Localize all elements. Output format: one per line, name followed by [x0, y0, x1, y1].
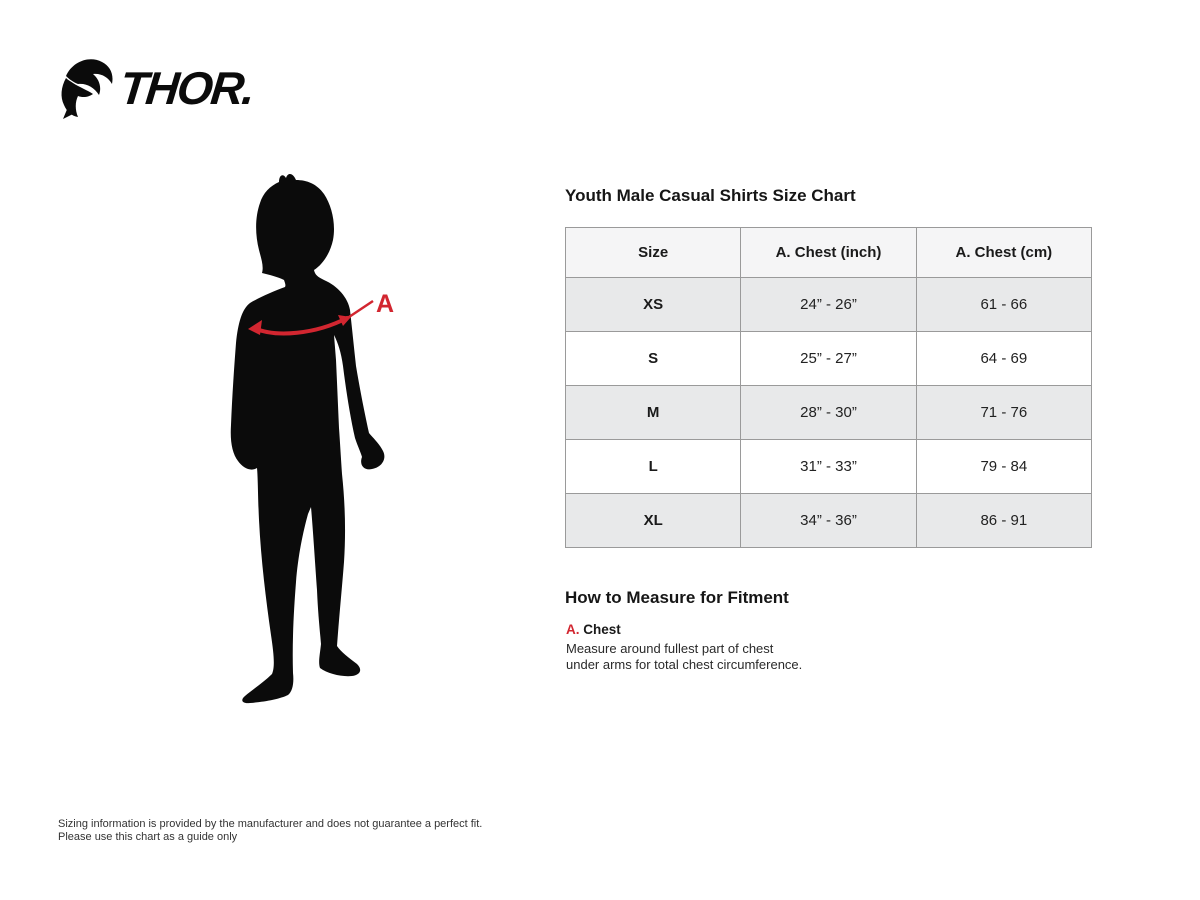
size-chart-title: Youth Male Casual Shirts Size Chart	[565, 186, 856, 205]
brand-logo	[58, 56, 256, 120]
chest-inch-cell: 25” - 27”	[741, 332, 916, 386]
size-cell: XL	[566, 494, 741, 548]
measure-section-title: How to Measure for Fitment	[565, 588, 789, 607]
table-row-xs	[566, 278, 1092, 332]
chest-cm-cell: 71 - 76	[916, 386, 1091, 440]
measure-item-chest	[566, 622, 621, 637]
chest-inch-cell: 28” - 30”	[741, 386, 916, 440]
measurement-figure	[200, 170, 450, 730]
table-row-s	[566, 332, 1092, 386]
footer-line-2: Please use this chart as a guide only	[58, 830, 238, 843]
footer-line-1: Sizing information is provided by the manufacturer and does not guarantee a perfect fit.	[58, 818, 483, 830]
size-cell: S	[566, 332, 741, 386]
size-cell: XS	[566, 278, 741, 332]
chest-inch-cell: 34” - 36”	[741, 494, 916, 548]
column-header-chest-cm: A. Chest (cm)	[916, 228, 1091, 278]
size-cell: M	[566, 386, 741, 440]
chest-cm-cell: 61 - 66	[916, 278, 1091, 332]
thor-goat-head-icon	[58, 57, 116, 119]
header-row	[566, 228, 1092, 278]
chest-cm-cell: 86 - 91	[916, 494, 1091, 548]
table-row-m	[566, 386, 1092, 440]
chest-cm-cell: 64 - 69	[916, 332, 1091, 386]
chest-cm-cell: 79 - 84	[916, 440, 1091, 494]
brand-logo-text: THOR.	[117, 62, 256, 114]
measure-item-name: Chest	[583, 622, 621, 637]
table-row-l	[566, 440, 1092, 494]
table-row-xl	[566, 494, 1092, 548]
footer-disclaimer	[58, 818, 482, 843]
measure-item-description: Measure around fullest part of chest under arms for total chest circumference.	[566, 641, 803, 672]
youth-silhouette	[231, 174, 385, 703]
column-header-chest-inch: A. Chest (inch)	[741, 228, 916, 278]
chest-inch-cell: 31” - 33”	[741, 440, 916, 494]
column-header-size: Size	[566, 228, 741, 278]
size-cell: L	[566, 440, 741, 494]
chest-inch-cell: 24” - 26”	[741, 278, 916, 332]
chest-measure-label: A	[376, 290, 395, 318]
size-chart-table	[565, 227, 1092, 548]
measure-item-key: A.	[566, 622, 580, 637]
